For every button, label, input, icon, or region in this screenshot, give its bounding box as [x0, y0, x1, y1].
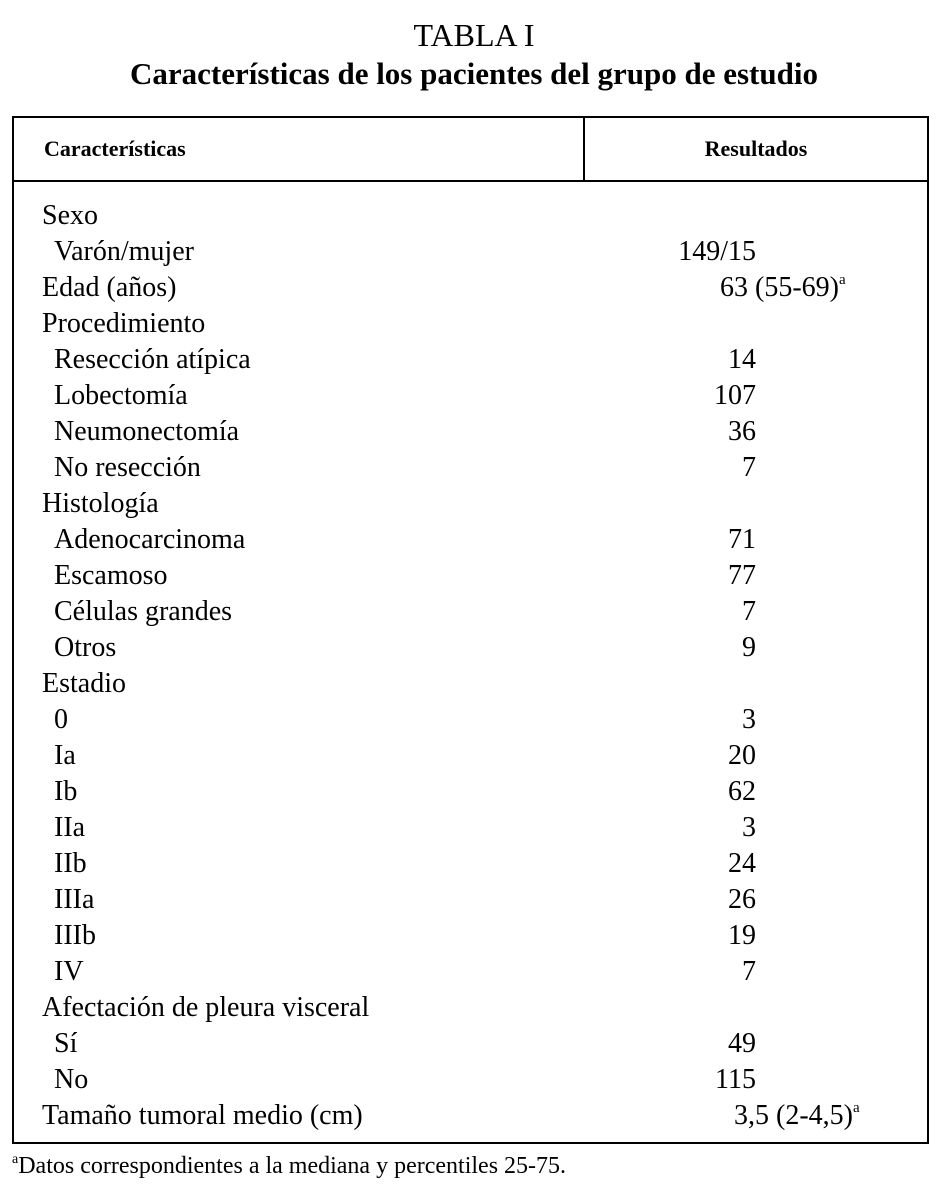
row-subitem-label: Escamoso [54, 560, 168, 591]
row-value [656, 342, 756, 378]
table-row [14, 378, 927, 414]
row-value-text: 71 [728, 524, 756, 555]
row-value-text: 7 [742, 452, 756, 483]
footnote-text: Datos correspondientes a la mediana y percentiles 25-75. [18, 1153, 567, 1179]
table-row [14, 846, 927, 882]
row-category-label: Edad (años) [42, 272, 177, 303]
row-value-text: 9 [742, 632, 756, 663]
row-subitem-label: Neumonectomía [54, 416, 240, 447]
row-value-text: 24 [728, 848, 756, 879]
row-value-text: 49 [728, 1028, 756, 1059]
row-subitem-label: Varón/mujer [54, 236, 194, 267]
table-row [14, 1026, 927, 1062]
row-value-text: 19 [728, 920, 756, 951]
row-category-label: Tamaño tumoral medio (cm) [42, 1100, 363, 1131]
row-subitem-label: No resección [54, 452, 201, 483]
table-row [14, 594, 927, 630]
row-category-label: Histología [42, 488, 159, 519]
row-subitem-label: IV [54, 956, 84, 987]
row-value [656, 450, 756, 486]
table-caption: Características de los pacientes del grupo de estudio [130, 56, 818, 91]
row-value [656, 414, 756, 450]
table-row [14, 702, 927, 738]
row-value [656, 738, 756, 774]
row-value [656, 378, 756, 414]
row-value [656, 558, 756, 594]
table-row [14, 774, 927, 810]
table-row [14, 738, 927, 774]
row-value-text: 26 [728, 884, 756, 915]
row-value-text: 20 [728, 740, 756, 771]
row-subitem-label: IIIa [54, 884, 95, 915]
row-value [656, 594, 756, 630]
table-header-row [14, 118, 927, 182]
row-value-text: 115 [715, 1064, 756, 1095]
row-value [656, 918, 756, 954]
table-row [14, 450, 927, 486]
footnote-marker: a [12, 1152, 19, 1167]
row-value-text: 7 [742, 956, 756, 987]
row-subitem-label: Otros [54, 632, 117, 663]
row-value [656, 630, 756, 666]
row-subitem-label: No [54, 1064, 89, 1095]
row-value-text: 62 [728, 776, 756, 807]
row-value [656, 234, 756, 270]
row-value [656, 882, 756, 918]
table-number: TABLA I [413, 17, 535, 53]
footnote-reference: a [838, 272, 846, 288]
table-row [14, 810, 927, 846]
row-value-text: 3,5 (2-4,5) [734, 1100, 853, 1131]
table-row [14, 990, 927, 1026]
row-value-text: 7 [742, 596, 756, 627]
row-value [656, 810, 756, 846]
table-row [14, 918, 927, 954]
row-value [656, 522, 756, 558]
column-header-characteristics: Características [44, 136, 186, 161]
row-subitem-label: 0 [54, 704, 68, 735]
column-header-results: Resultados [704, 136, 808, 161]
table-row [14, 1098, 927, 1134]
table-row [14, 522, 927, 558]
row-category-label: Procedimiento [42, 308, 206, 339]
data-table [12, 116, 929, 1144]
table-row [14, 486, 927, 522]
row-value [656, 954, 756, 990]
row-subitem-label: IIa [54, 812, 86, 843]
row-value-text: 63 (55-69) [720, 272, 839, 303]
table-row [14, 630, 927, 666]
row-value-text: 107 [714, 380, 756, 411]
row-value-text: 14 [728, 344, 756, 375]
table-row [14, 270, 927, 306]
row-subitem-label: Ib [54, 776, 78, 807]
footnote-reference: a [852, 1100, 860, 1116]
table-row [14, 198, 927, 234]
row-category-label: Estadio [42, 668, 126, 699]
row-subitem-label: Resección atípica [54, 344, 251, 375]
row-value [656, 1026, 756, 1062]
row-value [720, 270, 910, 306]
row-value [734, 1098, 924, 1134]
row-value [656, 774, 756, 810]
row-subitem-label: Células grandes [54, 596, 233, 627]
table-row [14, 414, 927, 450]
row-subitem-label: Sí [54, 1028, 78, 1059]
table-row [14, 306, 927, 342]
row-subitem-label: IIIb [54, 920, 96, 951]
row-value-text: 149/15 [678, 236, 756, 267]
table-row [14, 342, 927, 378]
row-value-text: 36 [728, 416, 756, 447]
table-row [14, 882, 927, 918]
table-row [14, 954, 927, 990]
row-value-text: 77 [728, 560, 756, 591]
table-row [14, 558, 927, 594]
row-subitem-label: Lobectomía [54, 380, 188, 411]
table-body [14, 198, 927, 1134]
row-subitem-label: Ia [54, 740, 76, 771]
table-row [14, 1062, 927, 1098]
row-value-text: 3 [742, 812, 756, 843]
row-value [656, 702, 756, 738]
row-category-label: Sexo [42, 200, 98, 231]
row-value [656, 1062, 756, 1098]
table-row [14, 666, 927, 702]
row-value [656, 846, 756, 882]
footnote [12, 1151, 566, 1181]
row-subitem-label: Adenocarcinoma [54, 524, 246, 555]
row-category-label: Afectación de pleura visceral [42, 992, 370, 1023]
table-row [14, 234, 927, 270]
row-value-text: 3 [742, 704, 756, 735]
row-subitem-label: IIb [54, 848, 87, 879]
